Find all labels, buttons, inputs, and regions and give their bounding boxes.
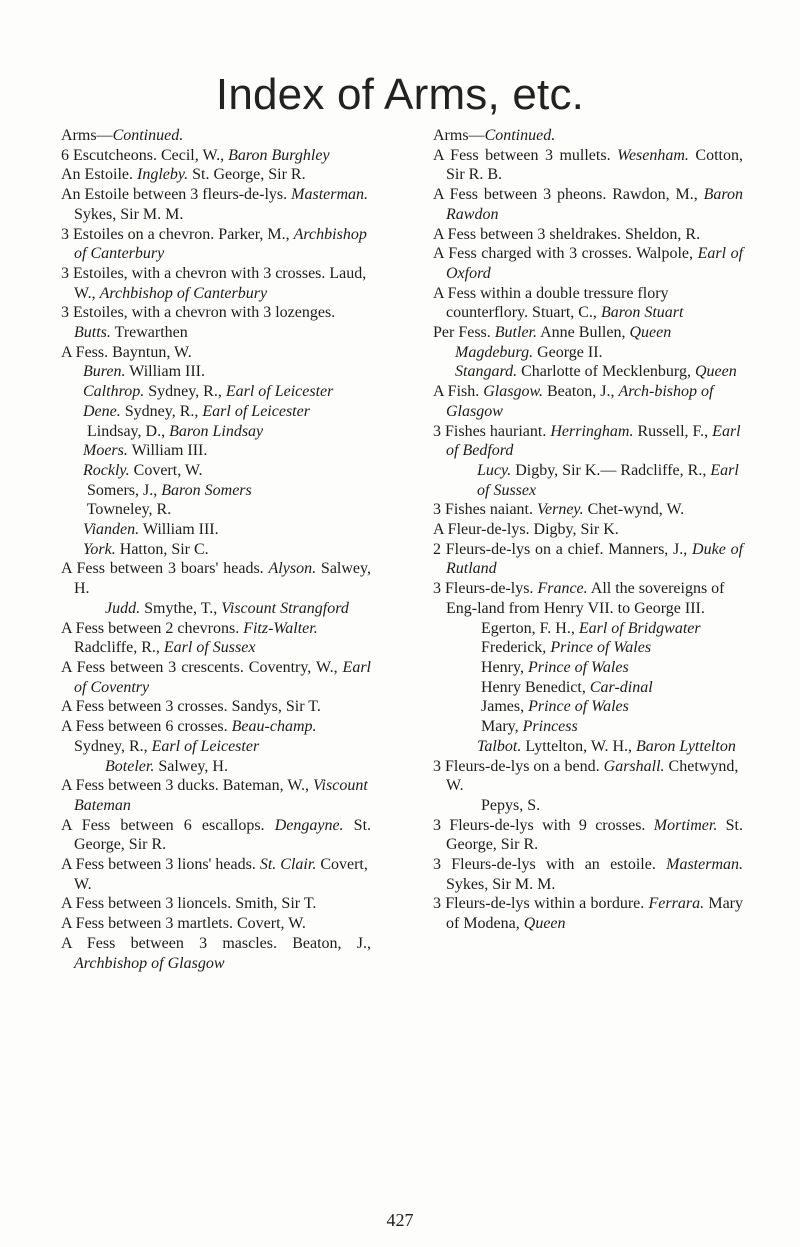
- index-entry: A Fess. Bayntun, W.: [61, 343, 192, 361]
- index-subentry: Lindsay, D., Baron Lindsay: [83, 422, 264, 440]
- index-entry: A Fess within a double tressure flory counterflory. Stuart, C., Baron Stuart: [433, 284, 684, 322]
- index-entry: A Fess between 6 crosses. Beau-champ. Sydney, R., Earl of Leicester: [61, 718, 317, 755]
- index-subentry: Pepys, S.: [477, 796, 541, 814]
- index-entry: A Fess charged with 3 crosses. Walpole, Earl of Oxford: [433, 245, 744, 282]
- index-subentry: Towneley, R.: [83, 501, 172, 519]
- index-subentry: Mary, Princess: [477, 718, 578, 736]
- index-entry: An Estoile. Ingleby. St. George, Sir R.: [61, 166, 306, 184]
- index-entry: 6 Escutcheons. Cecil, W., Baron Burghley: [61, 146, 330, 164]
- page-title: Index of Arms, etc.: [215, 70, 585, 119]
- index-subentry: Egerton, F. H., Earl of Bridgwater: [477, 619, 701, 637]
- index-subentry: Talbot. Lyttelton, W. H., Baron Lyttelton: [477, 737, 736, 755]
- column-heading: Arms—Continued.: [433, 127, 556, 144]
- column-heading: Arms—Continued.: [61, 127, 184, 144]
- index-entry: A Fess between 3 ducks. Bateman, W., Viscount Bateman: [61, 777, 368, 814]
- index-entry: A Fish. Glasgow. Beaton, J., Arch-bishop of Glasgow: [433, 383, 714, 420]
- index-entry: A Fleur-de-lys. Digby, Sir K.: [433, 521, 619, 539]
- index-subentry: Henry, Prince of Wales: [477, 658, 629, 676]
- index-entry: A Fess between 3 mullets. Wesenham. Cotton, Sir R. B.: [433, 146, 743, 184]
- index-entry: A Fess between 2 chevrons. Fitz-Walter. Radcliffe, R., Earl of Sussex: [61, 619, 318, 657]
- index-entry: 3 Estoiles, with a chevron with 3 crosses. Laud, W., Archbishop of Canterbury: [61, 264, 367, 302]
- right-column: [433, 126, 743, 934]
- index-entry: A Fess between 6 escallops. Dengayne. St. George, Sir R.: [61, 816, 372, 854]
- index-entry: 3 Fleurs-de-lys on a bend. Garshall. Chetwynd, W.: [433, 757, 739, 795]
- index-entry: 3 Fleurs-de-lys with 9 crosses. Mortimer. St. George, Sir R.: [433, 816, 744, 854]
- index-subentry: Calthrop. Sydney, R., Earl of Leicester: [83, 383, 334, 401]
- index-subentry: Dene. Sydney, R., Earl of Leicester: [83, 402, 310, 420]
- index-entry: A Fess between 3 mascles. Beaton, J., Archbishop of Glasgow: [61, 934, 371, 972]
- index-entry: A Fess between 3 crosses. Sandys, Sir T.: [61, 698, 321, 716]
- index-entry: 3 Fleurs-de-lys. France. All the sovereigns of Eng-land from Henry VII. to George III.: [433, 580, 725, 617]
- index-subentry: Judd. Smythe, T., Viscount Strangford: [105, 599, 349, 617]
- index-subentry: York. Hatton, Sir C.: [83, 540, 209, 558]
- index-entry: A Fess between 3 lions' heads. St. Clair. Covert, W.: [61, 856, 368, 893]
- left-column: [61, 126, 371, 973]
- index-subentry: Henry Benedict, Car-dinal: [477, 678, 653, 696]
- index-entry: 3 Fleurs-de-lys with an estoile. Masterman. Sykes, Sir M. M.: [433, 856, 743, 893]
- index-subentry: Buren. William III.: [83, 363, 205, 381]
- index-entry: 3 Estoiles on a chevron. Parker, M., Archbishop of Canterbury: [61, 225, 367, 263]
- index-entry: A Fess between 3 sheldrakes. Sheldon, R.: [433, 225, 701, 243]
- index-entry: 3 Fishes hauriant. Herringham. Russell, F., Earl of Bedford: [433, 422, 741, 460]
- page-number: 427: [386, 1210, 414, 1230]
- index-subentry: Vianden. William III.: [83, 521, 219, 539]
- index-subentry: Magdeburg. George II.: [455, 343, 603, 361]
- index-entry: 3 Fleurs-de-lys within a bordure. Ferrara. Mary of Modena, Queen: [433, 895, 743, 933]
- index-entry: A Fess between 3 pheons. Rawdon, M., Baron Rawdon: [433, 186, 743, 223]
- index-entry: 3 Fishes naiant. Verney. Chet-wynd, W.: [433, 501, 685, 519]
- index-subentry: Somers, J., Baron Somers: [83, 481, 252, 499]
- index-subentry: Stangard. Charlotte of Mecklenburg, Queen: [455, 363, 737, 381]
- index-entry: A Fess between 3 martlets. Covert, W.: [61, 915, 306, 933]
- index-entry: Per Fess. Butler. Anne Bullen, Queen: [433, 324, 672, 342]
- index-entry: An Estoile between 3 fleurs-de-lys. Masterman. Sykes, Sir M. M.: [61, 186, 369, 223]
- index-entry: 3 Estoiles, with a chevron with 3 lozenges. Butts. Trewarthen: [61, 304, 336, 342]
- index-entry: A Fess between 3 lioncels. Smith, Sir T.: [61, 895, 317, 913]
- index-entry: 2 Fleurs-de-lys on a chief. Manners, J., Duke of Rutland: [433, 540, 744, 578]
- index-entry: A Fess between 3 crescents. Coventry, W., Earl of Coventry: [61, 658, 371, 696]
- index-entry: A Fess between 3 boars' heads. Alyson. Salwey, H.: [61, 560, 371, 598]
- index-subentry: Lucy. Digby, Sir K.— Radcliffe, R., Earl of Sussex: [477, 461, 739, 499]
- index-subentry: Boteler. Salwey, H.: [105, 757, 228, 775]
- index-subentry: Frederick, Prince of Wales: [477, 639, 652, 657]
- index-subentry: Rockly. Covert, W.: [83, 461, 203, 479]
- index-subentry: Moers. William III.: [83, 442, 208, 460]
- index-subentry: James, Prince of Wales: [477, 698, 629, 716]
